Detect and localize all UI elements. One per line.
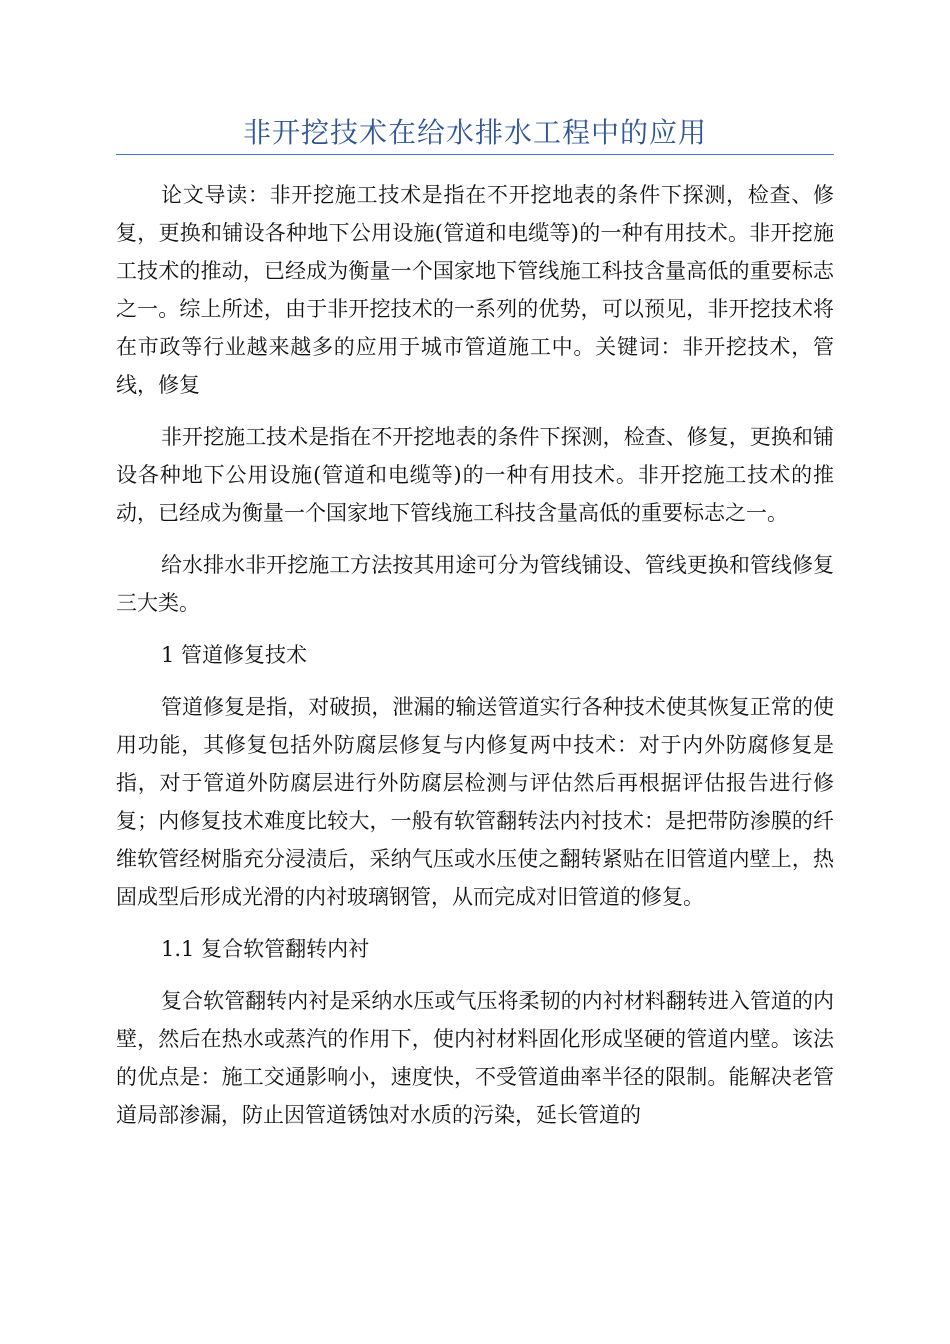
section-heading-1: 1 管道修复技术 — [161, 643, 308, 667]
paragraph-abstract: 论文导读：非开挖施工技术是指在不开挖地表的条件下探测，检查、修复，更换和铺设各种地下公用设施(管道和电缆等)的一种有用技术。非开挖施工技术的推动，已经成为衡量一个国家地下管线施工科技含量高低的重要标志之一。综上所述，由于非开挖技术的一系列的优势，可以预见，非开挖技术将在市政等行业越来越多的应用于城市管道施工中。关键词：非开挖技术，管线，修复 — [116, 183, 834, 397]
section-heading-1-1: 1.1 复合软管翻转内衬 — [161, 937, 370, 961]
title-underline — [116, 154, 834, 155]
paragraph-pipe-repair: 管道修复是指，对破损，泄漏的输送管道实行各种技术使其恢复正常的使用功能，其修复包括外防腐层修复与内修复两中技术：对于内外防腐修复是指，对于管道外防腐层进行外防腐层检测与评估然后再根据评估报告进行修复；内修复技术难度比较大，一般有软管翻转法内衬技术：是把带防渗膜的纤维软管经树脂充分浸渍后，采纳气压或水压使之翻转紧贴在旧管道内壁上，热固成型后形成光滑的内衬玻璃钢管，从而完成对旧管道的修复。 — [116, 695, 834, 909]
paragraph-classification: 给水排水非开挖施工方法按其用途可分为管线铺设、管线更换和管线修复三大类。 — [116, 553, 834, 615]
document-title: 非开挖技术在给水排水工程中的应用 — [242, 116, 707, 149]
document-body — [116, 176, 834, 1148]
paragraph-composite-hose: 复合软管翻转内衬是采纳水压或气压将柔韧的内衬材料翻转进入管道的内壁，然后在热水或蒸汽的作用下，使内衬材料固化形成坚硬的管道内壁。该法的优点是：施工交通影响小，速度快，不受管道曲率半径的限制。能解决老管道局部渗漏，防止因管道锈蚀对水质的污染，延长管道的 — [116, 989, 834, 1127]
paragraph-intro: 非开挖施工技术是指在不开挖地表的条件下探测，检查、修复，更换和铺设各种地下公用设施(管道和电缆等)的一种有用技术。非开挖施工技术的推动，已经成为衡量一个国家地下管线施工科技含量高低的重要标志之一。 — [116, 425, 834, 525]
